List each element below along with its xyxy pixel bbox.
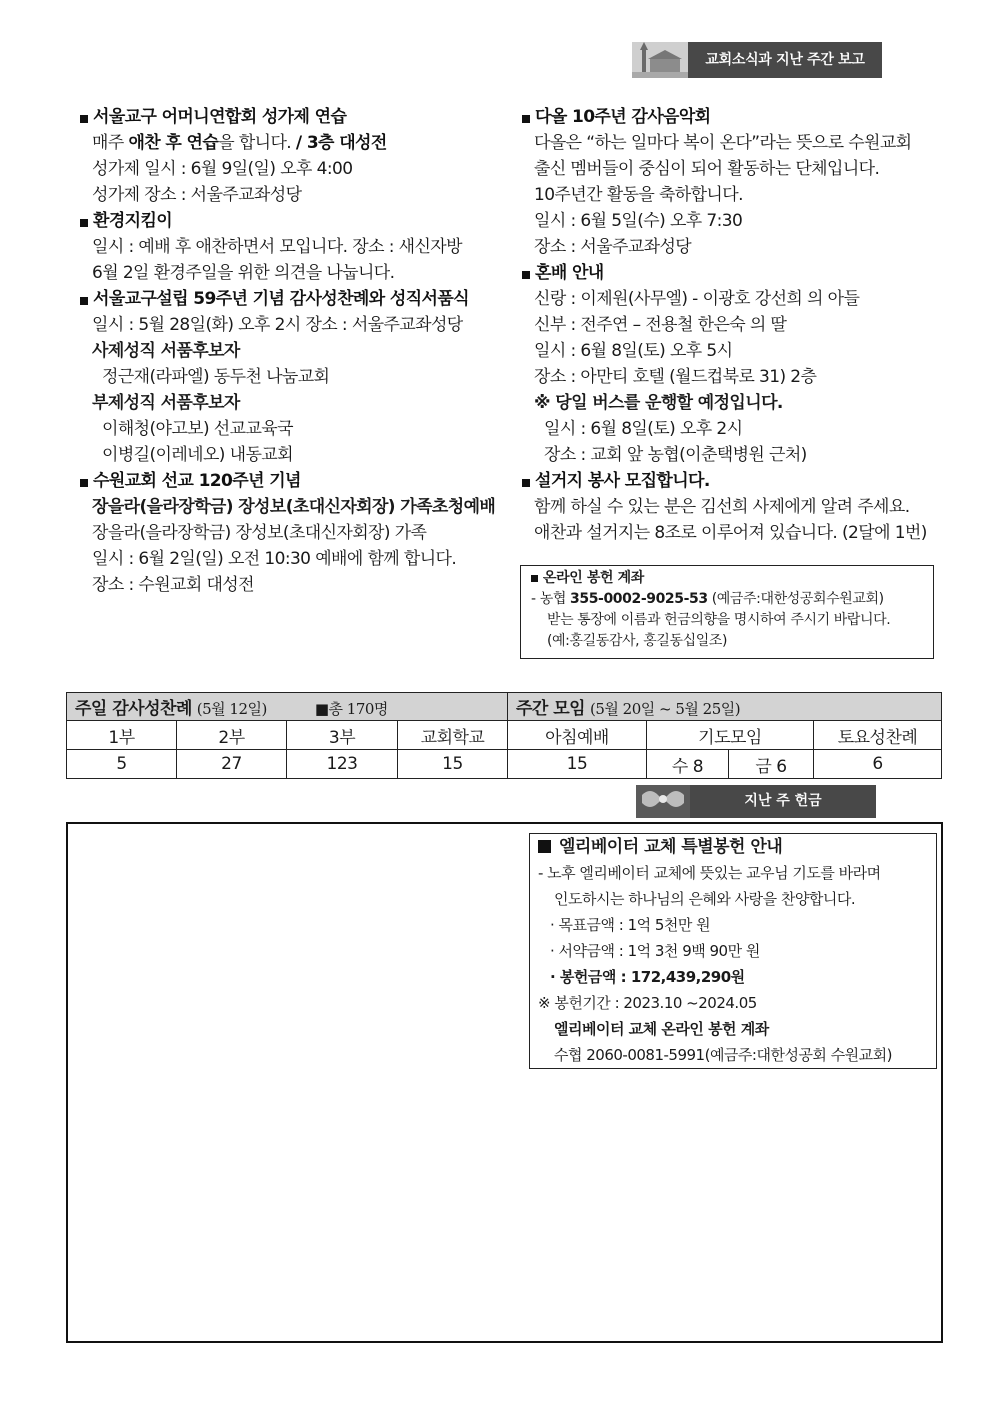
notice-line: 일시 : 6월 2일(일) 오전 10:30 예배에 함께 합니다. bbox=[92, 549, 457, 569]
notice-line: 장소 : 교회 앞 농협(이춘택병원 근처) bbox=[544, 445, 807, 465]
notice-title: 서울교구설립 59주년 기념 감사성찬례와 성직서품식 bbox=[78, 286, 503, 312]
elevator-goal: · 목표금액 : 1억 5천만 원 bbox=[550, 916, 711, 934]
notice-line: 다올은 “하는 일마다 복이 온다”라는 뜻으로 수원교회 bbox=[534, 133, 912, 153]
notice-title: 서울교구 어머니연합회 성가제 연습 bbox=[78, 104, 503, 130]
notice-line: 신부 : 전주연 – 전용철 한은숙 의 딸 bbox=[534, 315, 787, 335]
attendance-header-row bbox=[67, 693, 942, 721]
col-label: 1부 bbox=[67, 721, 177, 750]
left-column bbox=[78, 104, 503, 598]
col-value: 15 bbox=[398, 750, 508, 779]
elevator-line: - 노후 엘리베이터 교체에 뜻있는 교우님 기도를 바라며 bbox=[538, 864, 881, 882]
notice-line: 10주년간 활동을 축하합니다. bbox=[534, 185, 743, 205]
notice-title: 수원교회 선교 120주년 기념 bbox=[78, 468, 503, 494]
notice-mission-anniversary bbox=[78, 468, 503, 598]
notice-choir-practice bbox=[78, 104, 503, 208]
elevator-title: 엘리베이터 교체 특별봉헌 안내 bbox=[530, 834, 936, 860]
col-label: 2부 bbox=[177, 721, 287, 750]
notice-title: 혼배 안내 bbox=[520, 260, 940, 286]
notice-line: 매주 애찬 후 연습을 합니다. / 3층 대성전 bbox=[92, 133, 387, 153]
online-account-line: (예:홍길동감사, 홍길동십일조) bbox=[547, 633, 728, 649]
notice-wedding bbox=[520, 260, 940, 468]
col-value: 금 6 bbox=[729, 750, 814, 779]
notice-line: 이병길(이레네오) 내동교회 bbox=[102, 445, 293, 465]
weekly-header: 주간 모임 (5월 20일 ~ 5월 25일) bbox=[508, 693, 942, 721]
notice-line: 부제성직 서품후보자 bbox=[92, 393, 240, 413]
notice-line: 함께 하실 수 있는 분은 김선희 사제에게 알려 주세요. bbox=[534, 497, 910, 517]
col-value: 5 bbox=[67, 750, 177, 779]
notice-dishwashing bbox=[520, 468, 940, 546]
notice-line: 일시 : 6월 5일(수) 오후 7:30 bbox=[534, 211, 743, 231]
elevator-period: ※ 봉헌기간 : 2023.10 ~2024.05 bbox=[538, 994, 757, 1012]
notice-line: 성가제 일시 : 6월 9일(일) 오후 4:00 bbox=[92, 159, 353, 179]
notice-line: 성가제 장소 : 서울주교좌성당 bbox=[92, 185, 302, 205]
notice-line: 정근재(라파엘) 동두천 나눔교회 bbox=[102, 367, 330, 387]
offering-ornament-image bbox=[636, 785, 690, 818]
notice-line: ※ 당일 버스를 운행할 예정입니다. bbox=[534, 393, 783, 413]
attendance-table bbox=[66, 692, 942, 779]
col-label: 토요성찬례 bbox=[814, 721, 942, 750]
notice-line: 일시 : 5월 28일(화) 오후 2시 장소 : 서울주교좌성당 bbox=[92, 315, 463, 335]
notice-line: 일시 : 6월 8일(토) 오후 5시 bbox=[534, 341, 733, 361]
account-number: 355-0002-9025-53 bbox=[570, 591, 708, 607]
section-title: 교회소식과 지난 주간 보고 bbox=[688, 42, 882, 78]
attendance-values-row bbox=[67, 750, 942, 779]
elevator-offered: · 봉헌금액 : 172,439,290원 bbox=[550, 968, 745, 986]
online-account-title: 온라인 봉헌 계좌 bbox=[521, 568, 933, 589]
elevator-account: 수협 2060-0081-5991(예금주:대한성공회 수원교회) bbox=[554, 1046, 893, 1064]
col-value: 123 bbox=[287, 750, 398, 779]
notice-line: 장소 : 서울주교좌성당 bbox=[534, 237, 692, 257]
online-account-box bbox=[520, 565, 934, 659]
notice-line: 신랑 : 이제원(사무엘) - 이광호 강선희 의 아들 bbox=[534, 289, 860, 309]
notice-environment bbox=[78, 208, 503, 286]
notice-title: 다올 10주년 감사음악회 bbox=[520, 104, 940, 130]
online-account-line: 받는 통장에 이름과 헌금의향을 명시하여 주시기 바랍니다. bbox=[547, 612, 891, 628]
notice-line: 일시 : 6월 8일(토) 오후 2시 bbox=[544, 419, 743, 439]
church-building-image bbox=[632, 42, 688, 78]
notice-title: 설거지 봉사 모집합니다. bbox=[520, 468, 940, 494]
offering-badge-label: 지난 주 헌금 bbox=[690, 785, 876, 818]
notice-line: 일시 : 예배 후 애찬하면서 모입니다. 장소 : 새신자방 bbox=[92, 237, 462, 257]
notice-line: 이해청(야고보) 선교교육국 bbox=[102, 419, 293, 439]
notice-title: 환경지킴이 bbox=[78, 208, 503, 234]
notice-line: 애찬과 설거지는 8조로 이루어져 있습니다. (2달에 1번) bbox=[534, 523, 927, 543]
col-label: 기도모임 bbox=[647, 721, 814, 750]
col-value: 27 bbox=[177, 750, 287, 779]
notice-line: 6월 2일 환경주일을 위한 의견을 나눕니다. bbox=[92, 263, 395, 283]
square-bullet-icon bbox=[538, 840, 551, 853]
notice-line: 사제성직 서품후보자 bbox=[92, 341, 240, 361]
right-column bbox=[520, 104, 940, 546]
notice-line: 장소 : 수원교회 대성전 bbox=[92, 575, 254, 595]
sunday-header: 주일 감사성찬례 (5월 12일) ■총 170명 bbox=[67, 693, 508, 721]
col-value: 6 bbox=[814, 750, 942, 779]
elevator-offering-box bbox=[529, 833, 937, 1069]
elevator-line: 인도하시는 하나님의 은혜와 사랑을 찬양합니다. bbox=[554, 890, 856, 908]
notice-line: 장소 : 아만티 호텔 (월드컵북로 31) 2층 bbox=[534, 367, 817, 387]
col-value: 15 bbox=[508, 750, 647, 779]
notice-line: 장을라(을라장학금) 장성보(초대신자회장) 가족 bbox=[92, 523, 427, 543]
col-label: 교회학교 bbox=[398, 721, 508, 750]
col-label: 아침예배 bbox=[508, 721, 647, 750]
col-label: 3부 bbox=[287, 721, 398, 750]
offering-badge bbox=[636, 785, 876, 818]
section-header-badge bbox=[632, 42, 882, 78]
notice-line: 장을라(을라장학금) 장성보(초대신자회장) 가족초청예배 bbox=[92, 497, 496, 517]
elevator-account-title: 엘리베이터 교체 온라인 봉헌 계좌 bbox=[554, 1020, 769, 1038]
elevator-pledge: · 서약금액 : 1억 3천 9백 90만 원 bbox=[550, 942, 760, 960]
notice-diocese-anniversary bbox=[78, 286, 503, 468]
col-value: 수 8 bbox=[647, 750, 729, 779]
notice-daol-concert bbox=[520, 104, 940, 260]
notice-line: 출신 멤버들이 중심이 되어 활동하는 단체입니다. bbox=[534, 159, 880, 179]
attendance-labels-row bbox=[67, 721, 942, 750]
online-account-line: - 농협 355-0002-9025-53 (예금주:대한성공회수원교회) bbox=[531, 591, 884, 607]
